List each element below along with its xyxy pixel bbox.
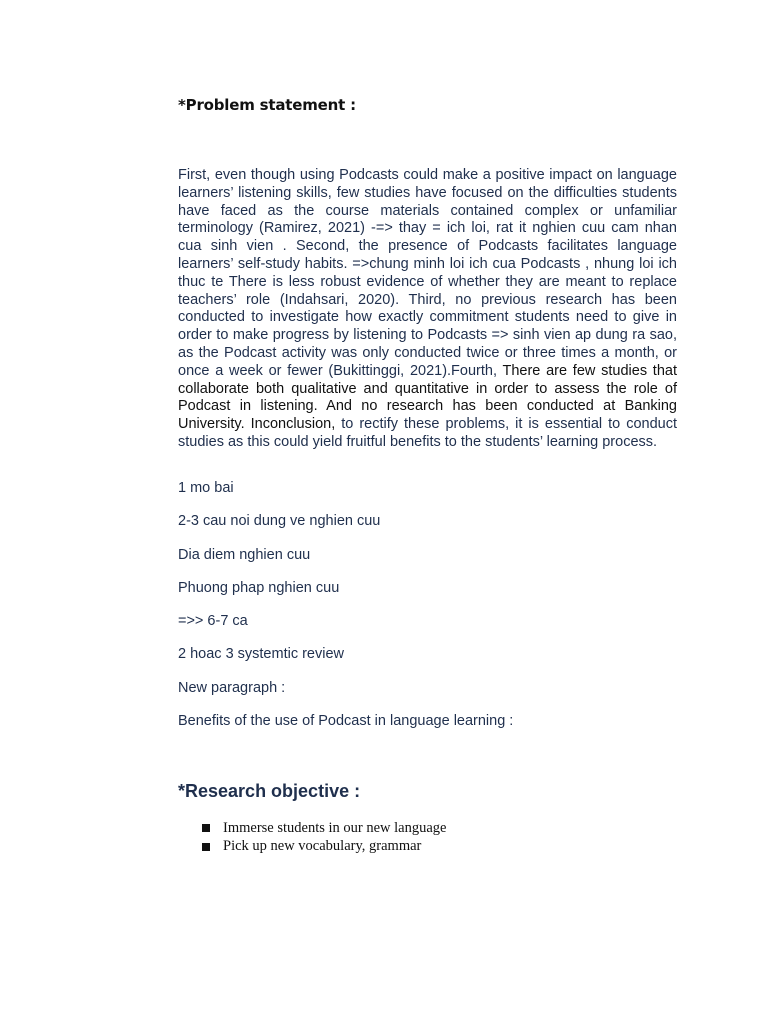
problem-statement-paragraph	[178, 167, 677, 452]
document-content	[178, 95, 677, 855]
note-line: =>> 6-7 ca	[178, 613, 248, 629]
list-item-label: Immerse students in our new language	[223, 819, 447, 836]
list-item	[202, 819, 446, 838]
research-objective-heading: *Research objective :	[178, 781, 361, 801]
square-bullet-icon	[202, 824, 210, 832]
note-line: 2-3 cau noi dung ve nghien cuu	[178, 513, 381, 529]
note-line: 2 hoac 3 systemtic review	[178, 646, 345, 662]
note-line: Benefits of the use of Podcast in language learning :	[178, 713, 514, 729]
note-line: Phuong phap nghien cuu	[178, 580, 340, 596]
note-line: New paragraph :	[178, 680, 286, 696]
note-line: 1 mo bai	[178, 480, 234, 496]
paragraph-run-blue-1: First, even though using Podcasts could make a positive impact on language learners’ listening skills, few studies have focused on the difficulties students have faced as the course materials contained complex or unfamiliar terminology (Ramirez, 2021) -=> thay = ich loi, rat it nghien cuu cam nhan cua sinh vien . Second, the presence of Podcasts facilitates language learners’ self-study habits. =>chung minh loi ich cua Podcasts , nhung loi ich thuc te There is less robust evidence of whether they are meant to replace teachers’ role (Indahsari, 2020). Third, no previous research has been conducted to investigate how exactly commitment students need to give in order to make progress by listening to Podcasts => sinh vien ap dung ra sao, as the Podcast activity was only conducted twice or three times a month, or once a week or fewer (Bukittinggi, 2021).Fourth,	[178, 167, 677, 379]
paragraph-run-dark: There are few studies that collaborate both qualitative and quantitative in order to assess the role of Podcast in listening. And no research has been conducted at Banking University. Inconclusion,	[178, 362, 677, 433]
research-objective-list	[202, 819, 446, 856]
paragraph-run-blue-2: to rectify these problems, it is essential to conduct studies as this could yield fruitful benefits to the students’ learning process.	[178, 416, 677, 450]
square-bullet-icon	[202, 843, 210, 851]
problem-statement-heading: *Problem statement :	[178, 96, 356, 114]
list-item	[202, 838, 446, 857]
list-item-label: Pick up new vocabulary, grammar	[223, 838, 422, 855]
note-line: Dia diem nghien cuu	[178, 547, 311, 563]
